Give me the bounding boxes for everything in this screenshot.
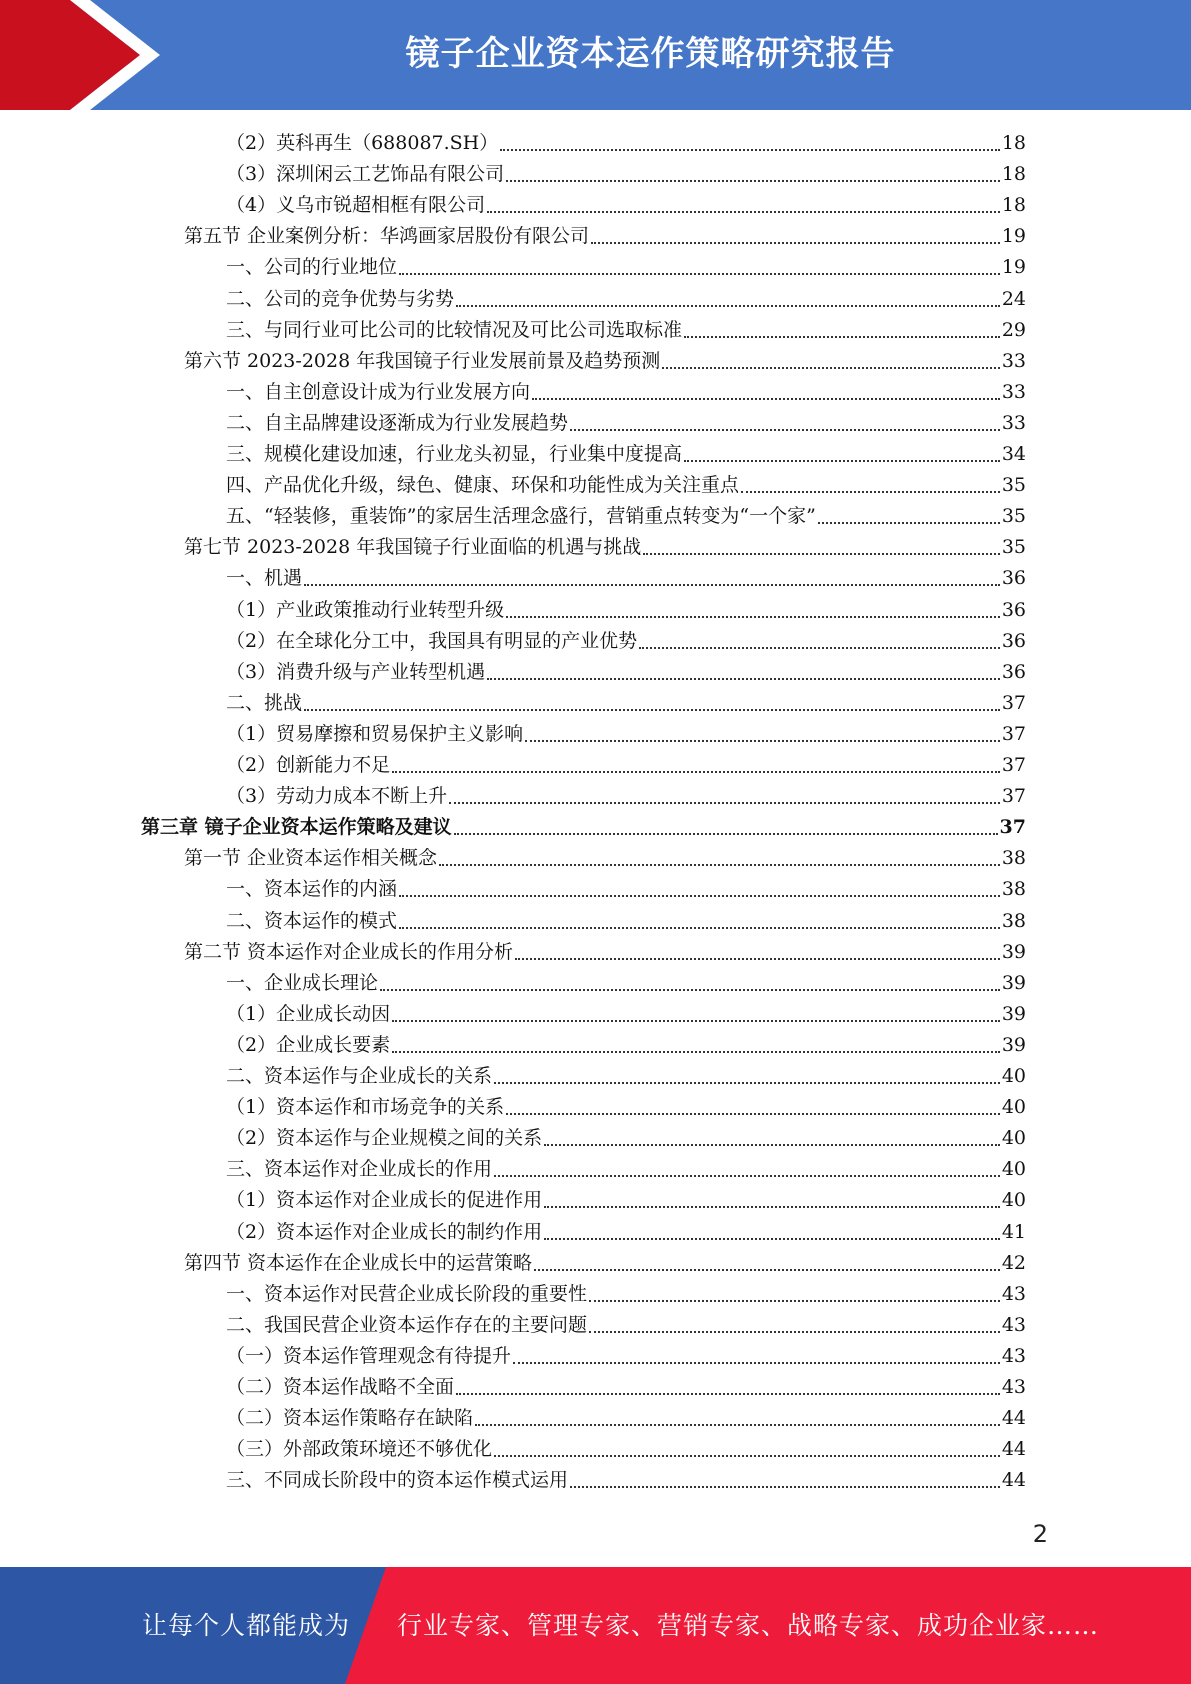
toc-dot-leader — [570, 429, 1000, 431]
toc-dot-leader — [525, 740, 1000, 742]
toc-entry[interactable] — [226, 252, 1026, 283]
toc-entry-title: 五、“轻装修，重装饰”的家居生活理念盛行，营销重点转变为“一个家” — [226, 505, 816, 528]
toc-entry-title: （1）产业政策推动行业转型升级 — [226, 598, 505, 621]
toc-entry-title: 第六节 2023-2028 年我国镜子行业发展前景及趋势预测 — [184, 349, 661, 372]
toc-dot-leader — [399, 273, 1000, 275]
toc-entry-title: 一、机遇 — [226, 567, 303, 590]
toc-entry-page: 39 — [1001, 1002, 1026, 1025]
toc-entry-page: 43 — [1001, 1376, 1026, 1398]
toc-dot-leader — [494, 1455, 1000, 1457]
toc-entry-title: 第七节 2023-2028 年我国镜子行业面临的机遇与挑战 — [184, 536, 642, 559]
toc-entry[interactable] — [226, 377, 1026, 408]
toc-entry-title: （一）资本运作管理观念有待提升 — [226, 1344, 512, 1367]
toc-entry-title: 三、资本运作对企业成长的作用 — [226, 1158, 493, 1181]
toc-entry[interactable] — [226, 190, 1026, 221]
page-footer — [0, 1567, 1191, 1684]
toc-entry-page: 36 — [1001, 598, 1026, 621]
toc-entry-page: 36 — [1001, 567, 1026, 590]
toc-dot-leader — [818, 522, 1000, 524]
toc-entry-page: 34 — [1001, 443, 1026, 465]
toc-entry-page: 18 — [1001, 163, 1026, 186]
toc-entry[interactable] — [226, 159, 1026, 190]
toc-dot-leader — [589, 1331, 1000, 1333]
toc-dot-leader — [589, 1300, 1000, 1302]
footer-slogan-right: 行业专家、管理专家、营销专家、战略专家、成功企业家…… — [397, 1611, 1100, 1640]
toc-entry[interactable] — [226, 781, 1026, 812]
toc-dot-leader — [544, 1144, 1000, 1146]
toc-dot-leader — [591, 242, 1000, 244]
toc-entry[interactable] — [226, 439, 1026, 470]
toc-entry-title: 四、产品优化升级，绿色、健康、环保和功能性成为关注重点 — [226, 474, 740, 497]
toc-dot-leader — [456, 1393, 1000, 1395]
toc-entry-page: 37 — [1001, 754, 1026, 776]
toc-entry[interactable] — [226, 688, 1026, 719]
toc-entry-page: 18 — [1001, 194, 1026, 217]
toc-dot-leader — [513, 1362, 1000, 1364]
toc-entry[interactable] — [226, 1217, 1026, 1248]
toc-dot-leader — [506, 616, 1000, 618]
toc-dot-leader — [662, 367, 1000, 369]
toc-entry-title: （3）消费升级与产业转型机遇 — [226, 660, 486, 683]
toc-entry-page: 40 — [1001, 1096, 1026, 1119]
toc-dot-leader — [500, 149, 1000, 151]
toc-entry-page: 38 — [1001, 847, 1026, 870]
toc-entry-title: 二、公司的竞争优势与劣势 — [226, 287, 455, 310]
toc-dot-leader — [456, 305, 1000, 307]
toc-entry-title: （2）创新能力不足 — [226, 754, 391, 776]
toc-entry-title: 三、与同行业可比公司的比较情况及可比公司选取标准 — [226, 318, 683, 341]
toc-entry-page: 39 — [1001, 940, 1026, 963]
toc-entry-page: 44 — [1001, 1438, 1026, 1461]
toc-entry-page: 37 — [1001, 691, 1026, 714]
toc-entry-page: 42 — [1001, 1251, 1026, 1274]
toc-entry-page: 33 — [1001, 380, 1026, 403]
toc-entry-title: （1）资本运作和市场竞争的关系 — [226, 1096, 505, 1119]
toc-entry-title: （2）资本运作与企业规模之间的关系 — [226, 1127, 543, 1150]
toc-entry-title: （1）企业成长动因 — [226, 1002, 391, 1025]
toc-entry[interactable] — [226, 1092, 1026, 1123]
toc-entry[interactable] — [226, 1030, 1026, 1061]
toc-dot-leader — [449, 802, 1000, 804]
toc-entry-page: 35 — [1001, 474, 1026, 497]
toc-entry-title: （二）资本运作战略不全面 — [226, 1376, 455, 1398]
toc-entry[interactable] — [226, 874, 1026, 905]
toc-dot-leader — [506, 1113, 1000, 1115]
toc-entry[interactable] — [226, 750, 1026, 781]
toc-entry-page: 39 — [1001, 971, 1026, 994]
toc-entry[interactable] — [226, 1154, 1026, 1185]
toc-entry[interactable] — [141, 812, 1026, 843]
toc-dot-leader — [534, 1269, 1000, 1271]
toc-entry-page: 40 — [1001, 1189, 1026, 1212]
toc-entry[interactable] — [184, 1248, 1026, 1279]
toc-dot-leader — [494, 1082, 1000, 1084]
toc-entry[interactable] — [226, 1372, 1026, 1403]
toc-entry[interactable] — [226, 284, 1026, 315]
toc-dot-leader — [532, 398, 1000, 400]
toc-entry-title: 第四节 资本运作在企业成长中的运营策略 — [184, 1251, 533, 1274]
toc-entry[interactable] — [226, 1434, 1026, 1465]
toc-entry[interactable] — [226, 1185, 1026, 1216]
toc-entry[interactable] — [226, 501, 1026, 532]
toc-entry-title: 二、挑战 — [226, 691, 303, 714]
toc-entry-page: 36 — [1001, 629, 1026, 652]
toc-entry[interactable] — [226, 999, 1026, 1030]
toc-entry-title: （三）外部政策环境还不够优化 — [226, 1438, 493, 1461]
toc-entry-page: 35 — [1001, 536, 1026, 559]
toc-entry-page: 36 — [1001, 660, 1026, 683]
report-title: 镜子企业资本运作策略研究报告 — [405, 34, 896, 74]
toc-entry[interactable] — [226, 1279, 1026, 1310]
toc-dot-leader — [454, 833, 998, 835]
toc-entry-title: 三、不同成长阶段中的资本运作模式运用 — [226, 1469, 569, 1492]
toc-entry-title: 三、规模化建设加速，行业龙头初显，行业集中度提高 — [226, 443, 683, 465]
toc-entry[interactable] — [226, 1341, 1026, 1372]
toc-entry[interactable] — [226, 408, 1026, 439]
toc-entry-title: 一、自主创意设计成为行业发展方向 — [226, 380, 531, 403]
toc-entry[interactable] — [226, 563, 1026, 594]
toc-dot-leader — [494, 1175, 1000, 1177]
toc-entry-title: 第三章 镜子企业资本运作策略及建议 — [141, 816, 452, 839]
toc-entry-title: （二）资本运作策略存在缺陷 — [226, 1407, 474, 1430]
toc-entry-page: 33 — [1001, 411, 1026, 434]
toc-dot-leader — [304, 584, 1000, 586]
toc-entry-page: 29 — [1001, 318, 1026, 341]
toc-entry-page: 18 — [1001, 132, 1026, 154]
page-header — [0, 0, 1191, 110]
toc-entry-title: （3）劳动力成本不断上升 — [226, 785, 448, 808]
toc-entry-title: 第二节 资本运作对企业成长的作用分析 — [184, 940, 514, 963]
toc-dot-leader — [544, 1238, 1000, 1240]
toc-entry-title: 一、资本运作对民营企业成长阶段的重要性 — [226, 1282, 588, 1305]
toc-entry[interactable] — [226, 1123, 1026, 1154]
toc-entry-page: 43 — [1001, 1282, 1026, 1305]
toc-entry-page: 44 — [1001, 1407, 1026, 1430]
toc-dot-leader — [392, 1020, 1000, 1022]
toc-entry-page: 39 — [1001, 1033, 1026, 1056]
toc-entry-page: 19 — [1001, 225, 1026, 248]
toc-entry-title: 二、我国民营企业资本运作存在的主要问题 — [226, 1313, 588, 1336]
toc-entry[interactable] — [184, 221, 1026, 252]
toc-entry-title: （1）贸易摩擦和贸易保护主义影响 — [226, 722, 524, 745]
toc-entry-page: 40 — [1001, 1065, 1026, 1087]
toc-dot-leader — [487, 211, 1000, 213]
toc-dot-leader — [684, 336, 1000, 338]
toc-entry-page: 19 — [1001, 256, 1026, 279]
toc-dot-leader — [544, 1206, 1000, 1208]
toc-entry[interactable] — [226, 1403, 1026, 1434]
toc-entry-title: 一、企业成长理论 — [226, 971, 379, 994]
toc-entry-page: 35 — [1001, 505, 1026, 528]
toc-dot-leader — [439, 864, 1000, 866]
toc-entry[interactable] — [226, 1465, 1026, 1496]
toc-entry-title: （1）资本运作对企业成长的促进作用 — [226, 1189, 543, 1212]
toc-entry-title: 二、资本运作的模式 — [226, 909, 398, 932]
toc-entry[interactable] — [184, 843, 1026, 874]
toc-entry-page: 44 — [1001, 1469, 1026, 1492]
toc-entry[interactable] — [226, 1061, 1026, 1092]
toc-entry[interactable] — [226, 315, 1026, 346]
toc-entry[interactable] — [184, 532, 1026, 563]
toc-entry-page: 43 — [1001, 1344, 1026, 1367]
toc-entry-title: 二、自主品牌建设逐渐成为行业发展趋势 — [226, 411, 569, 434]
toc-entry-title: 第一节 企业资本运作相关概念 — [184, 847, 438, 870]
toc-dot-leader — [399, 895, 1000, 897]
toc-dot-leader — [392, 771, 1000, 773]
toc-entry-page: 37 — [999, 816, 1026, 839]
toc-entry[interactable] — [226, 1310, 1026, 1341]
toc-entry-title: 第五节 企业案例分析：华鸿画家居股份有限公司 — [184, 225, 590, 248]
toc-entry[interactable] — [226, 470, 1026, 501]
toc-entry-page: 38 — [1001, 909, 1026, 932]
toc-entry-title: （2）企业成长要素 — [226, 1033, 391, 1056]
toc-entry[interactable] — [226, 657, 1026, 688]
toc-dot-leader — [639, 647, 1000, 649]
toc-entry-title: （2）英科再生（688087.SH） — [226, 132, 499, 154]
toc-entry[interactable] — [226, 906, 1026, 937]
toc-entry[interactable] — [226, 128, 1026, 159]
toc-dot-leader — [380, 989, 1000, 991]
toc-entry-page: 43 — [1001, 1313, 1026, 1336]
toc-entry-title: （2）资本运作对企业成长的制约作用 — [226, 1220, 543, 1243]
toc-dot-leader — [643, 553, 1000, 555]
toc-entry-title: 一、公司的行业地位 — [226, 256, 398, 279]
toc-entry-page: 33 — [1001, 349, 1026, 372]
footer-slogan-left: 让每个人都能成为 — [142, 1611, 351, 1640]
toc-entry-page: 40 — [1001, 1158, 1026, 1181]
toc-entry[interactable] — [226, 626, 1026, 657]
toc-entry[interactable] — [226, 719, 1026, 750]
page-number: 2 — [1032, 1520, 1048, 1548]
toc-dot-leader — [570, 1486, 1000, 1488]
toc-entry-title: 一、资本运作的内涵 — [226, 878, 398, 901]
toc-dot-leader — [515, 958, 1000, 960]
toc-entry-title: （2）在全球化分工中，我国具有明显的产业优势 — [226, 629, 638, 652]
toc-dot-leader — [399, 927, 1000, 929]
toc-dot-leader — [487, 678, 1000, 680]
toc-entry[interactable] — [226, 595, 1026, 626]
toc-dot-leader — [506, 180, 1000, 182]
toc-entry-title: （4）义乌市锐超相框有限公司 — [226, 194, 486, 217]
toc-entry-page: 37 — [1001, 785, 1026, 808]
toc-entry-title: 二、资本运作与企业成长的关系 — [226, 1065, 493, 1087]
toc-dot-leader — [741, 491, 1000, 493]
toc-entry-page: 37 — [1001, 722, 1026, 745]
toc-entry-page: 40 — [1001, 1127, 1026, 1150]
toc-dot-leader — [684, 460, 1000, 462]
toc-entry-page: 38 — [1001, 878, 1026, 901]
toc-dot-leader — [392, 1051, 1000, 1053]
toc-entry[interactable] — [184, 937, 1026, 968]
toc-entry-page: 41 — [1001, 1220, 1026, 1243]
toc-entry[interactable] — [184, 346, 1026, 377]
toc-entry[interactable] — [226, 968, 1026, 999]
toc-entry-title: （3）深圳闲云工艺饰品有限公司 — [226, 163, 505, 186]
toc-dot-leader — [475, 1424, 1000, 1426]
toc-entry-page: 24 — [1001, 287, 1026, 310]
toc-dot-leader — [304, 709, 1000, 711]
